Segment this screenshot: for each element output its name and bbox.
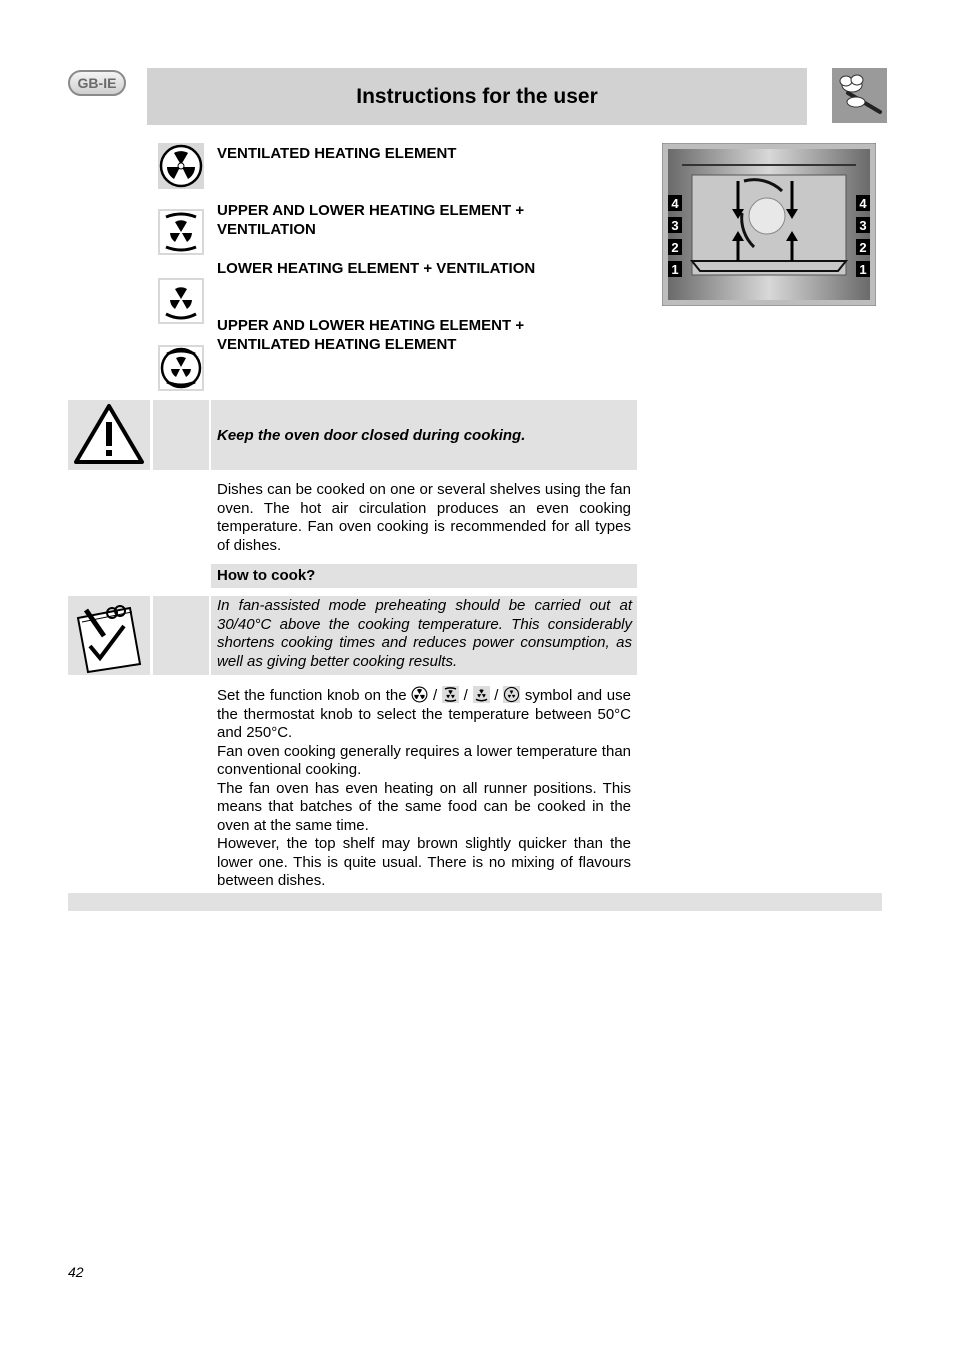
function-label-upper-lower-ventilated: UPPER AND LOWER HEATING ELEMENT + VENTILATED HEATING ELEMENT xyxy=(217,317,525,353)
inline-upper-lower-ventilated-icon xyxy=(503,686,520,703)
separator-3: / xyxy=(494,687,499,704)
upper-lower-fan-icon xyxy=(158,209,204,255)
function-label-ventilated: VENTILATED HEATING ELEMENT xyxy=(217,145,457,162)
instructions-lead: Set the function knob on the xyxy=(217,687,407,704)
shelf-number-left-1: 1 xyxy=(671,262,679,277)
instructions-block xyxy=(217,686,631,891)
oven-shelf-diagram xyxy=(662,143,876,306)
warning-text-cell xyxy=(211,400,637,470)
function-label-lower-fan: LOWER HEATING ELEMENT + VENTILATION xyxy=(217,260,536,277)
inline-upper-lower-fan-icon xyxy=(442,686,459,703)
function-label-upper-lower-fan: UPPER AND LOWER HEATING ELEMENT + VENTILATION xyxy=(217,202,525,238)
chef-logo-icon xyxy=(832,68,887,123)
instructions-first-paragraph xyxy=(217,686,631,743)
separator-1: / xyxy=(433,687,438,704)
header-bar xyxy=(147,68,807,125)
instructions-line-3: However, the top shelf may brown slightly quicker than the lower one. This is quite usual. There is no mixing of flavours between dishes. xyxy=(217,835,631,889)
warning-icon-cell xyxy=(68,400,150,470)
note-spacer-cell xyxy=(153,596,209,675)
shelf-number-right-3: 3 xyxy=(859,218,867,233)
how-to-cook-header xyxy=(211,564,637,588)
shelf-number-left-2: 2 xyxy=(671,240,679,255)
lower-fan-icon xyxy=(158,278,204,324)
inline-ventilated-element-icon xyxy=(411,686,428,703)
ventilated-element-icon xyxy=(158,143,204,189)
how-to-cook-heading: How to cook? xyxy=(217,567,316,584)
shelf-number-right-1: 1 xyxy=(859,262,867,277)
shelf-number-left-4: 4 xyxy=(671,196,679,211)
upper-lower-ventilated-icon xyxy=(158,345,204,391)
instructions-line-1: Fan oven cooking generally requires a lower temperature than conventional cooking. xyxy=(217,742,631,778)
instructions-tail: symbol and use the thermostat knob to select the temperature between 50°C and 250°C. xyxy=(217,687,631,741)
inline-lower-fan-icon xyxy=(473,686,490,703)
language-badge: GB-IE xyxy=(68,70,126,96)
shelf-number-left-3: 3 xyxy=(671,218,679,233)
warning-triangle-icon xyxy=(68,400,150,470)
warning-text: Keep the oven door closed during cooking. xyxy=(217,427,526,444)
intro-paragraph: Dishes can be cooked on one or several shelves using the fan oven. The hot air circulation produces an even cooking temperature. Fan oven cooking is recommended for all types of dishes. xyxy=(217,481,631,554)
page-title: Instructions for the user xyxy=(356,84,598,108)
note-icon-cell xyxy=(68,596,150,675)
instructions-line-2: The fan oven has even heating on all runner positions. This means that batches of the same food can be cooked in the oven at the same time. xyxy=(217,779,631,834)
warning-spacer-cell xyxy=(153,400,209,470)
page-number: 42 xyxy=(68,1264,84,1280)
shelf-number-right-4: 4 xyxy=(859,196,867,211)
notepad-pencil-icon xyxy=(68,596,150,675)
separator-2: / xyxy=(463,687,468,704)
preheat-note: In fan-assisted mode preheating should be carried out at 30/40°C above the cooking temperature. This considerably shortens cooking times and reduces power consumption, as well as giving better cooking results. xyxy=(217,597,632,670)
section-footer-bar xyxy=(68,893,882,911)
note-text-cell xyxy=(211,596,637,675)
shelf-number-right-2: 2 xyxy=(859,240,867,255)
